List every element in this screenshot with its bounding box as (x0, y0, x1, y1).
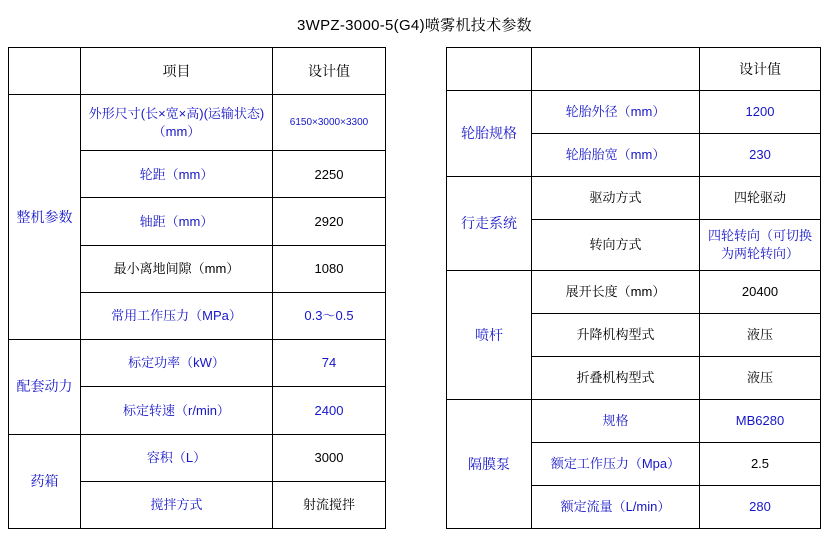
item-label: 规格 (532, 400, 700, 443)
item-label: 升降机构型式 (532, 314, 700, 357)
table-row (447, 177, 821, 220)
group-label-diaphragm-pump: 隔膜泵 (447, 400, 532, 529)
item-label: 搅拌方式 (81, 481, 273, 528)
table-row (9, 434, 386, 481)
table-header-row (447, 48, 821, 91)
table-row (9, 340, 386, 387)
item-value: 1200 (700, 91, 821, 134)
item-value: 四轮转向（可切换为两轮转向） (700, 220, 821, 271)
page-title: 3WPZ-3000-5(G4)喷雾机技术参数 (297, 17, 532, 34)
table-row (9, 95, 386, 151)
item-value: MB6280 (700, 400, 821, 443)
item-label: 轮距（mm） (81, 151, 273, 198)
table-header-row (9, 48, 386, 95)
right-spec-table (446, 47, 821, 529)
item-label: 轴距（mm） (81, 198, 273, 245)
item-value: 74 (273, 340, 386, 387)
item-label: 标定转速（r/min） (81, 387, 273, 434)
item-label: 常用工作压力（MPa） (81, 292, 273, 339)
item-label: 折叠机构型式 (532, 357, 700, 400)
left-header-blank (9, 48, 81, 95)
item-value: 0.3～0.5 (273, 292, 386, 339)
table-row (447, 91, 821, 134)
group-label-boom: 喷杆 (447, 271, 532, 400)
item-label: 轮胎胎宽（mm） (532, 134, 700, 177)
right-header-blank1 (447, 48, 532, 91)
item-label: 驱动方式 (532, 177, 700, 220)
item-label: 标定功率（kW） (81, 340, 273, 387)
item-label: 额定工作压力（Mpa） (532, 443, 700, 486)
item-label: 轮胎外径（mm） (532, 91, 700, 134)
item-value: 2250 (273, 151, 386, 198)
item-value: 射流搅拌 (273, 481, 386, 528)
item-value: 2.5 (700, 443, 821, 486)
item-value: 2400 (273, 387, 386, 434)
group-label-tank: 药箱 (9, 434, 81, 528)
group-label-travel-system: 行走系统 (447, 177, 532, 271)
item-value: 6150×3000×3300 (273, 95, 386, 151)
item-value: 1080 (273, 245, 386, 292)
item-label: 转向方式 (532, 220, 700, 271)
item-value: 3000 (273, 434, 386, 481)
item-value: 四轮驱动 (700, 177, 821, 220)
item-value: 2920 (273, 198, 386, 245)
item-label: 展开长度（mm） (532, 271, 700, 314)
left-spec-table (8, 47, 386, 529)
group-label-whole-machine: 整机参数 (9, 95, 81, 340)
right-header-value: 设计值 (700, 48, 821, 91)
right-header-blank2 (532, 48, 700, 91)
group-label-power: 配套动力 (9, 340, 81, 434)
item-value: 液压 (700, 314, 821, 357)
item-value: 230 (700, 134, 821, 177)
item-label: 额定流量（L/min） (532, 486, 700, 529)
item-value: 280 (700, 486, 821, 529)
item-value: 20400 (700, 271, 821, 314)
table-row (447, 400, 821, 443)
item-label: 外形尺寸(长×宽×高)(运输状态)（mm） (81, 95, 273, 151)
item-label: 最小离地间隙（mm） (81, 245, 273, 292)
tables-container (0, 47, 829, 529)
table-row (447, 271, 821, 314)
item-value: 液压 (700, 357, 821, 400)
left-header-item: 项目 (81, 48, 273, 95)
item-label: 容积（L） (81, 434, 273, 481)
group-label-tire: 轮胎规格 (447, 91, 532, 177)
left-header-value: 设计值 (273, 48, 386, 95)
